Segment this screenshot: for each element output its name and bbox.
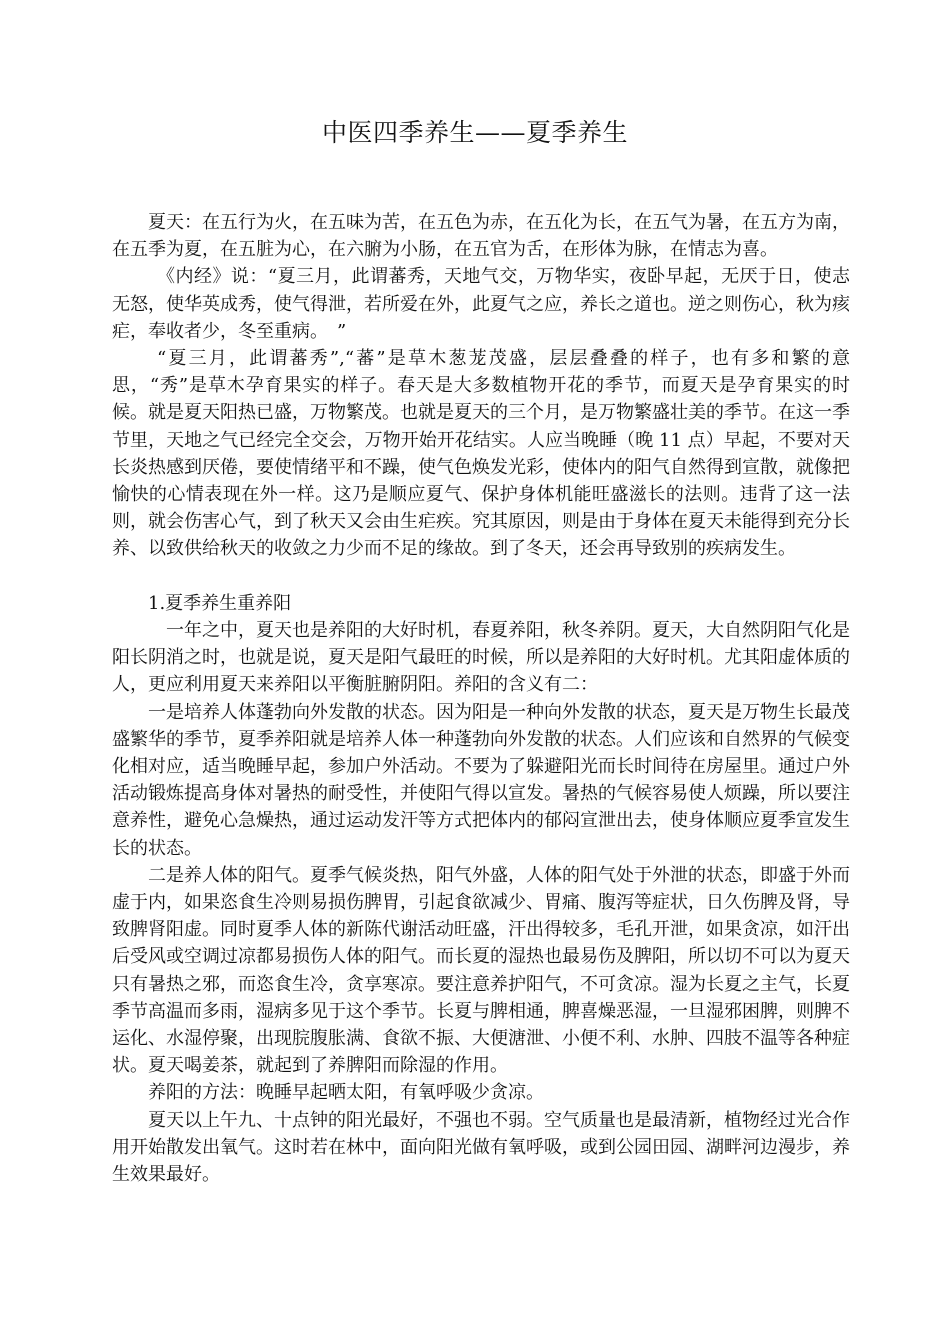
document-title: 中医四季养生——夏季养生 [321, 118, 628, 147]
section-heading-yang: 1.夏季养生重养阳 [148, 592, 292, 614]
paragraph-morning-sunlight: 夏天以上午九、十点钟的阳光最好，不强也不弱。空气质量也是最清新，植物经过光合作用开始散发出氧气。这时若在林中，面向阳光做有氧呼吸，或到公园田园、湖畔河边漫步，养生效果最好。 [112, 1109, 850, 1186]
paragraph-yang-point-two: 二是养人体的阳气。夏季气候炎热，阳气外盛，人体的阳气处于外泄的状态，即盛于外而虚于内，如果恣食生冷则易损伤脾胃，引起食欲减少、胃痛、腹泻等症状，日久伤脾及肾，导致脾肾阳虚。同时夏季人体的新陈代谢活动旺盛，汗出得较多，毛孔开泄，如果贪凉，如汗出后受风或空调过凉都易损伤人体的阳气。而长夏的湿热也最易伤及脾阳，所以切不可以为夏天只有暑热之邪，而恣食生冷，贪享寒凉。要注意养护阳气，不可贪凉。湿为长夏之主气，长夏季节高温而多雨，湿病多见于这个季节。长夏与脾相通，脾喜燥恶湿，一旦湿邪困脾，则脾不运化、水湿停聚，出现脘腹胀满、食欲不振、大便溏泄、小便不利、水肿、四肢不温等各种症状。夏天喝姜茶，就起到了养脾阳而除湿的作用。 [112, 864, 850, 1077]
paragraph-yang-timing: 一年之中，夏天也是养阳的大好时机，春夏养阳，秋冬养阴。夏天，大自然阴阳气化是阳长阴消之时，也就是说，夏天是阳气最旺的时候，所以是养阳的大好时机。尤其阳虚体质的人，更应利用夏天来养阳以平衡脏腑阴阳。养阳的含义有二： [112, 620, 850, 696]
paragraph-yang-point-one: 一是培养人体蓬勃向外发散的状态。因为阳是一种向外发散的状态，夏天是万物生长最茂盛繁华的季节，夏季养阳就是培养人体一种蓬勃向外发散的状态。人们应该和自然界的气候变化相对应，适当晚睡早起，参加户外活动。不要为了躲避阳光而长时间待在房屋里。通过户外活动锻炼提高身体对暑热的耐受性，并使阳气得以宣发。暑热的气候容易使人烦躁，所以要注意养性，避免心急燥热，通过运动发汗等方式把体内的郁闷宣泄出去，使身体顺应夏季宣发生长的状态。 [112, 701, 850, 859]
paragraph-summer-five-elements: 夏天：在五行为火，在五味为苦，在五色为赤，在五化为长，在五气为暑，在五方为南，在五季为夏，在五脏为心，在六腑为小肠，在五官为舌，在形体为脉，在情志为喜。 [112, 212, 850, 261]
paragraph-quote-explanation: “夏三月，此谓蕃秀”,“蕃”是草木葱茏茂盛，层层叠叠的样子，也有多和繁的意思，“秀”是草木孕育果实的样子。春天是大多数植物开花的季节，而夏天是孕育果实的时候。就是夏天阳热已盛，万物繁茂。也就是夏天的三个月，是万物繁盛壮美的季节。在这一季节里，天地之气已经完全交会，万物开始开花结实。人应当晚睡（晚 11 点）早起，不要对天长炎热感到厌倦，要使情绪平和不躁，使气色焕发光彩，使体内的阳气自然得到宣散，就像把愉快的心情表现在外一样。这乃是顺应夏气、保护身体机能旺盛滋长的法则。违背了这一法则，就会伤害心气，到了秋天又会由生疟疾。究其原因，则是由于身体在夏天未能得到充分长养、以致供给秋天的收敛之力少而不足的缘故。到了冬天，还会再导致别的疾病发生。 [112, 348, 850, 560]
paragraph-neijing-quote: 《内经》说：“夏三月，此谓蕃秀，天地气交，万物华实，夜卧早起，无厌于日，使志无怒，使华英成秀，使气得泄，若所爱在外，此夏气之应，养长之道也。逆之则伤心，秋为痎疟，奉收者少，冬至重病。 ” [112, 266, 850, 342]
paragraph-yang-method: 养阳的方法：晚睡早起晒太阳，有氧呼吸少贪凉。 [148, 1082, 544, 1104]
document-body [112, 209, 850, 1188]
paragraph-spacer [112, 563, 850, 590]
